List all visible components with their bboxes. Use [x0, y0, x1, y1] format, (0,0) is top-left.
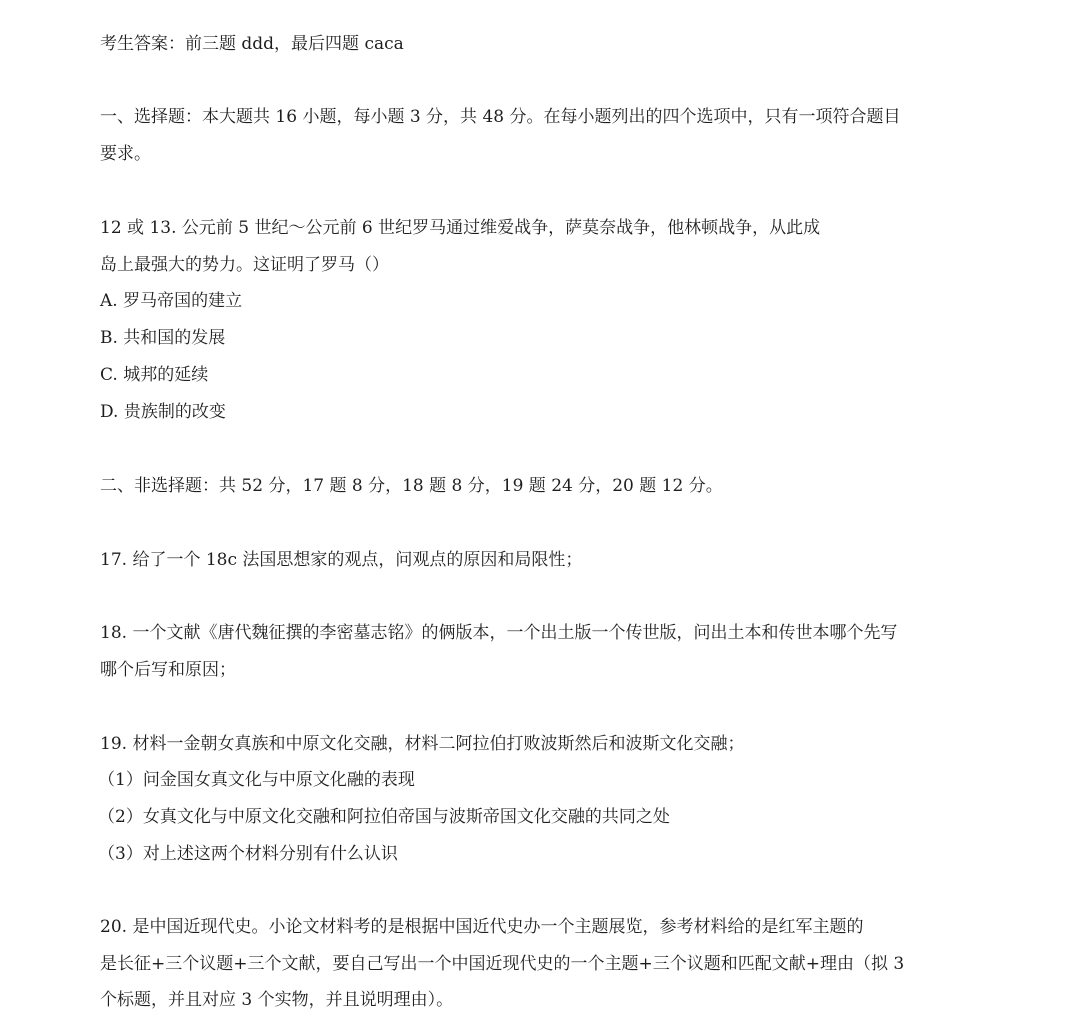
- question19-sub-2: （2）女真文化与中原文化交融和阿拉伯帝国与波斯帝国文化交融的共同之处: [98, 807, 670, 827]
- question19-sub-1: （1）问金国女真文化与中原文化融的表现: [98, 770, 415, 790]
- question12-option-c: C. 城邦的延续: [100, 365, 209, 385]
- section1-heading-line2: 要求。: [100, 144, 151, 164]
- question12-stem-line1: 12 或 13. 公元前 5 世纪～公元前 6 世纪罗马通过维爱战争，萨莫奈战争，他林顿战争，从此成: [100, 218, 821, 238]
- question20-line1: 20. 是中国近现代史。小论文材料考的是根据中国近代史办一个主题展览，参考材料给的是红军主题的: [100, 917, 864, 937]
- question19-line: 19. 材料一金朝女真族和中原文化交融，材料二阿拉伯打败波斯然后和波斯文化交融；: [100, 734, 745, 754]
- question12-stem-line2: 岛上最强大的势力。这证明了罗马（）: [100, 255, 389, 275]
- question12-option-b: B. 共和国的发展: [100, 328, 226, 348]
- question18-line2: 哪个后写和原因；: [100, 660, 236, 680]
- student-answer-line: 考生答案：前三题 ddd，最后四题 caca: [100, 34, 404, 54]
- question19-sub-3: （3）对上述这两个材料分别有什么认识: [98, 844, 398, 864]
- question20-line2: 是长征+三个议题+三个文献，要自己写出一个中国近现代史的一个主题+三个议题和匹配文献+理由（拟 3: [100, 954, 905, 974]
- question20-line3: 个标题，并且对应 3 个实物，并且说明理由）。: [100, 990, 454, 1010]
- section1-heading-line1: 一、选择题：本大题共 16 小题，每小题 3 分，共 48 分。在每小题列出的四个选项中，只有一项符合题目: [100, 107, 901, 127]
- question12-option-d: D. 贵族制的改变: [100, 402, 226, 422]
- section2-heading: 二、非选择题：共 52 分，17 题 8 分，18 题 8 分，19 题 24 分，20 题 12 分。: [100, 476, 723, 496]
- question18-line1: 18. 一个文献《唐代魏征撰的李密墓志铭》的俩版本，一个出土版一个传世版，问出土本和传世本哪个先写: [100, 623, 898, 643]
- question17-line: 17. 给了一个 18c 法国思想家的观点，问观点的原因和局限性；: [100, 550, 583, 570]
- question12-option-a: A. 罗马帝国的建立: [100, 291, 243, 311]
